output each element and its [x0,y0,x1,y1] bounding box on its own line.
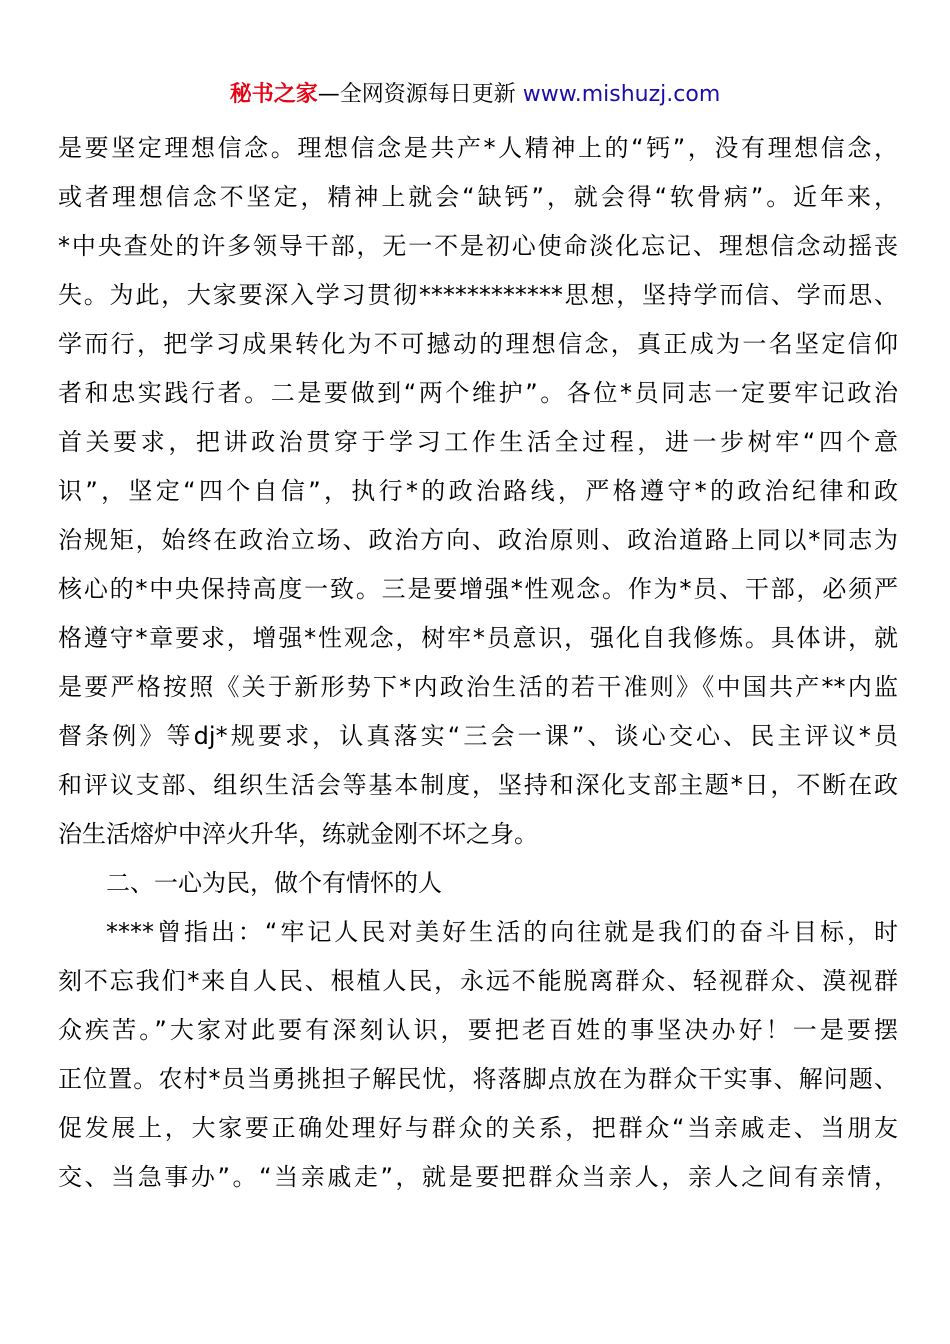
text-line: 刻不忘我们*来自人民、根植人民，永远不能脱离群众、轻视群众、漠视群 [58,967,898,995]
text-line: 者和忠实践行者。二是要做到“两个维护”。各位*员同志一定要牢记政治 [58,379,898,407]
header-url-link[interactable]: www.mishuzj.com [522,82,721,107]
text-line: 是要坚定理想信念。理想信念是共产*人精神上的“钙”，没有理想信念， [58,134,898,162]
text-line: 学而行，把学习成果转化为不可撼动的理想信念，真正成为一名坚定信仰 [58,330,898,358]
text-line: 和评议支部、组织生活会等基本制度，坚持和深化支部主题*日，不断在政 [58,771,898,799]
text-line: ****曾指出：“牢记人民对美好生活的向往就是我们的奋斗目标，时 [106,918,898,946]
text-line: 是要严格按照《关于新形势下*内政治生活的若干准则》《中国共产**内监 [58,673,898,701]
text-line: 治生活熔炉中淬火升华，练就金刚不坏之身。 [58,820,538,848]
text-line: 督条例》等dj*规要求，认真落实“三会一课”、谈心交心、民主评议*员 [58,722,898,750]
header-brand: 秘书之家 [229,82,318,107]
text-line: 交、当急事办”。“当亲戚走”，就是要把群众当亲人，亲人之间有亲情， [58,1163,898,1191]
section-heading: 二、一心为民，做个有情怀的人 [106,869,442,897]
text-line: 格遵守*章要求，增强*性观念，树牢*员意识，强化自我修炼。具体讲，就 [58,624,898,652]
text-line: 众疾苦。”大家对此要有深刻认识，要把老百姓的事坚决办好！一是要摆 [58,1016,898,1044]
text-line: 促发展上，大家要正确处理好与群众的关系，把群众“当亲戚走、当朋友 [58,1114,898,1142]
text-line: 核心的*中央保持高度一致。三是要增强*性观念。作为*员、干部，必须严 [58,575,898,603]
header-tagline: —全网资源每日更新 [317,82,516,107]
text-line: 或者理想信念不坚定，精神上就会“缺钙”，就会得“软骨病”。近年来， [58,183,898,211]
text-line: *中央查处的许多领导干部，无一不是初心使命淡化忘记、理想信念动摇丧 [58,232,898,260]
text-line: 首关要求，把讲政治贯穿于学习工作生活全过程，进一步树牢“四个意 [58,428,898,456]
text-line: 识”，坚定“四个自信”，执行*的政治路线，严格遵守*的政治纪律和政 [58,477,898,505]
text-line: 治规矩，始终在政治立场、政治方向、政治原则、政治道路上同以*同志为 [58,526,898,554]
page-header [0,80,950,110]
text-line: 失。为此，大家要深入学习贯彻************思想，坚持学而信、学而思、 [58,281,898,309]
text-line: 正位置。农村*员当勇挑担子解民忧，将落脚点放在为群众干实事、解问题、 [58,1065,898,1093]
document-body [58,124,898,1202]
